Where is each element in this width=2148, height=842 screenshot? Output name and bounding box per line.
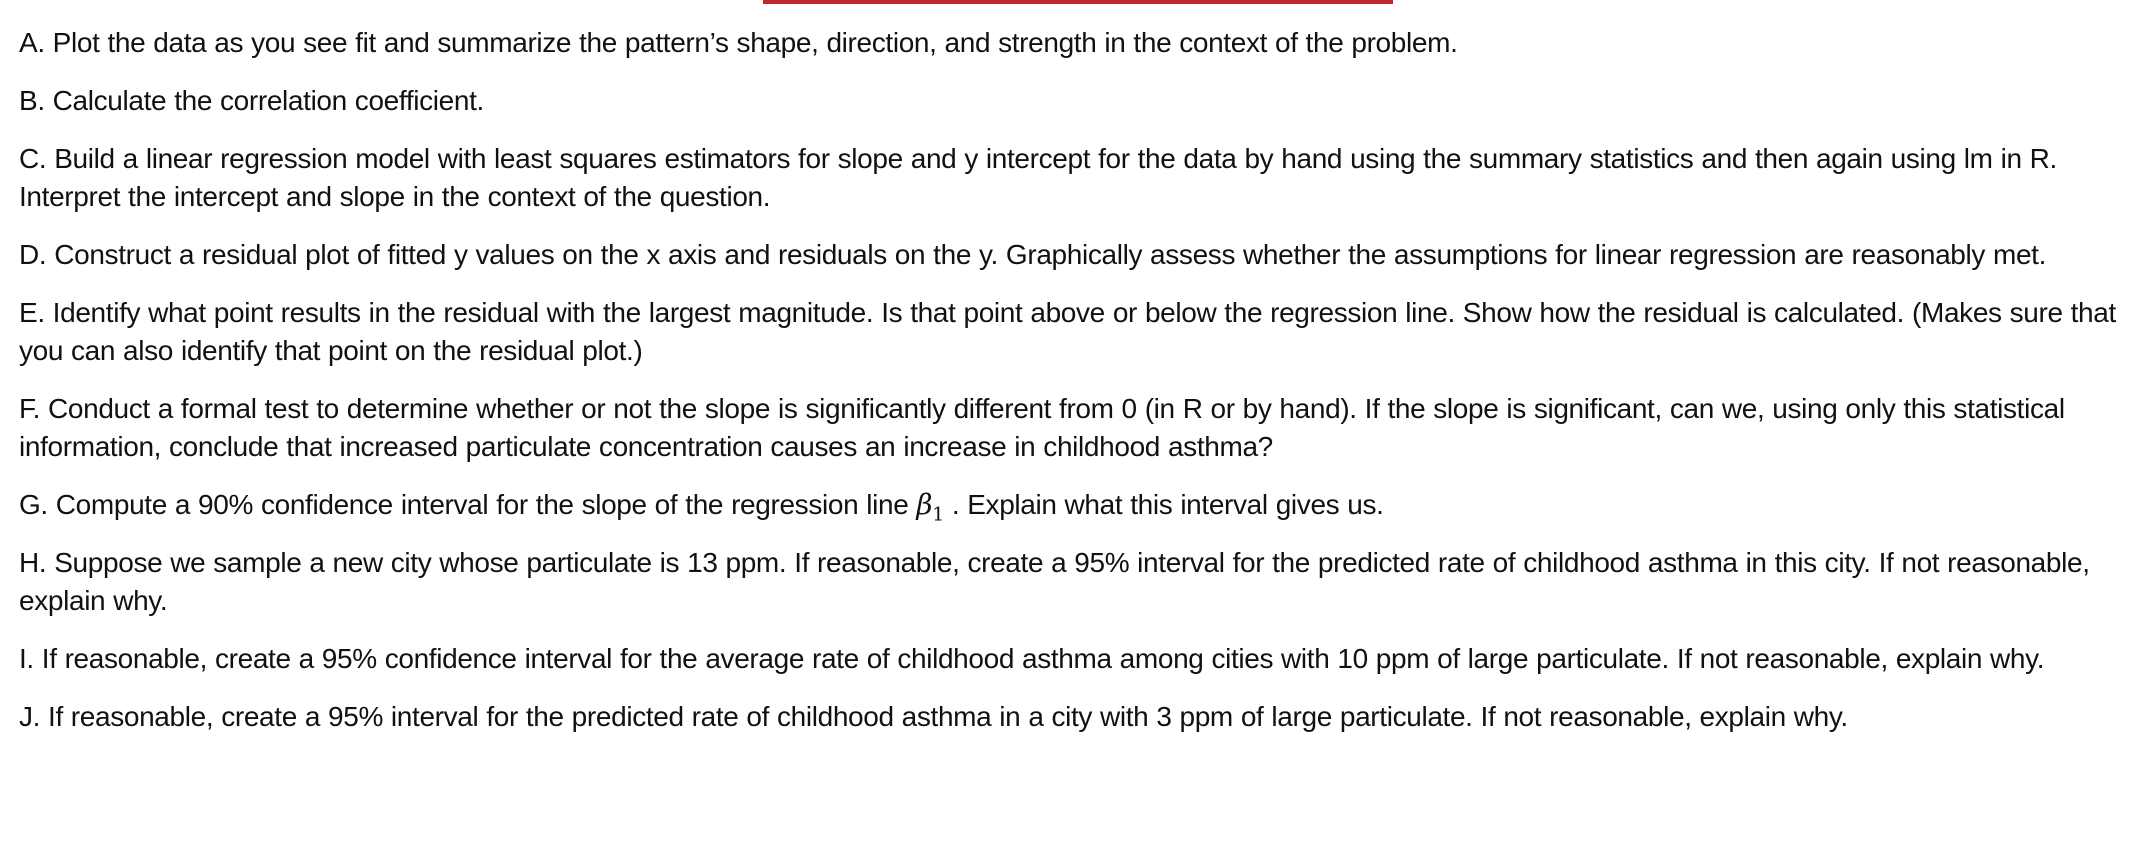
top-accent-bar (763, 0, 1393, 4)
question-h: H. Suppose we sample a new city whose particulate is 13 ppm. If reasonable, create a 95% interval for the predicted rate of childhood asthma in this city. If not reasonable, explain why. (19, 547, 2090, 616)
question-c: C. Build a linear regression model with least squares estimators for slope and y intercept for the data by hand using the summary statistics and then again using lm in R. Interpret the intercept and slope in the context of the question. (19, 143, 2057, 212)
beta-1-symbol (916, 488, 944, 526)
question-g-text-before: G. Compute a 90% confidence interval for the slope of the regression line (19, 489, 917, 520)
question-a: A. Plot the data as you see fit and summarize the pattern’s shape, direction, and strength in the context of the problem. (19, 27, 1458, 58)
question-d: D. Construct a residual plot of fitted y values on the x axis and residuals on the y. Graphically assess whether the assumptions for linear regression are reasonably met. (19, 239, 2047, 270)
question-g (19, 486, 2134, 524)
question-g-text-after: . Explain what this interval gives us. (943, 489, 1384, 520)
beta-subscript: 1 (932, 503, 944, 526)
question-e: E. Identify what point results in the residual with the largest magnitude. Is that point above or below the regression line. Show how the residual is calculated. (Makes sure that you can also identify that point on the residual plot.) (19, 297, 2116, 366)
question-f: F. Conduct a formal test to determine whether or not the slope is significantly different from 0 (in R or by hand). If the slope is significant, can we, using only this statistical information, conclude that increased particulate concentration causes an increase in childhood asthma? (19, 393, 2065, 462)
question-list (19, 24, 2134, 756)
question-b: B. Calculate the correlation coefficient. (19, 85, 484, 116)
beta-symbol: β (916, 488, 933, 521)
question-i: I. If reasonable, create a 95% confidence interval for the average rate of childhood asthma among cities with 10 ppm of large particulate. If not reasonable, explain why. (19, 643, 2045, 674)
question-j: J. If reasonable, create a 95% interval for the predicted rate of childhood asthma in a city with 3 ppm of large particulate. If not reasonable, explain why. (19, 701, 1848, 732)
